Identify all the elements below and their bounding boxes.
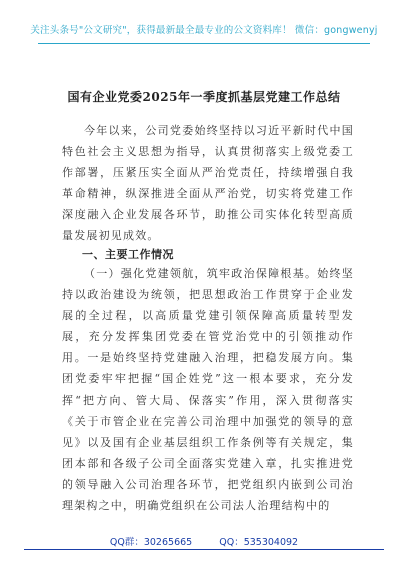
- header-banner: 关注头条号"公文研究"，获得最新最全最专业的公文资料库！ 微信：gongwenyj: [30, 25, 378, 36]
- footer-divider: [24, 549, 384, 550]
- document-title: 国有企业党委2025年一季度抓基层党建工作总结: [67, 90, 341, 104]
- header-divider: [38, 43, 370, 44]
- section-paragraph: （一）强化党建领航，筑牢政治保障根基。始终坚持以政治建设为统领，把思想政治工作贯穿于企业发展的全过程，以高质量党建引领保障高质量转型发展，充分发挥集团党委在管党治党中的引领推动作用。一是始终坚持党建融入治理，把稳发展方向。集团党委牢牢把握“国企姓党”这一根本要求，充分发挥“把方向、管大局、保落实”作用，深入贯彻落实《关于市管企业在完善公司治理中加强党的领导的意见》以及国有企业基层组织工作条例等有关规定，集团本部和各级子公司全面落实党建入章，扎实推进党的领导融入公司治理各环节，把党组织内嵌到公司治理架构之中，明确党组织在公司法人治理结构中的: [62, 267, 354, 513]
- footer-qq-group: QQ群：30265665: [109, 537, 193, 548]
- footer-qq: QQ：535304092: [219, 537, 299, 548]
- footer-contact: [0, 534, 408, 548]
- intro-paragraph: 今年以来，公司党委始终坚持以习近平新时代中国特色社会主义思想为指导，认真贯彻落实上级党委工作部署，压紧压实全面从严治党责任，持续增强自我革命精神，纵深推进全面从严治党，切实将党建工作深度融入企业发展各环节，助推公司实体化转型高质量发展初见成效。: [62, 124, 354, 243]
- section-heading: 一、主要工作情况: [82, 248, 174, 261]
